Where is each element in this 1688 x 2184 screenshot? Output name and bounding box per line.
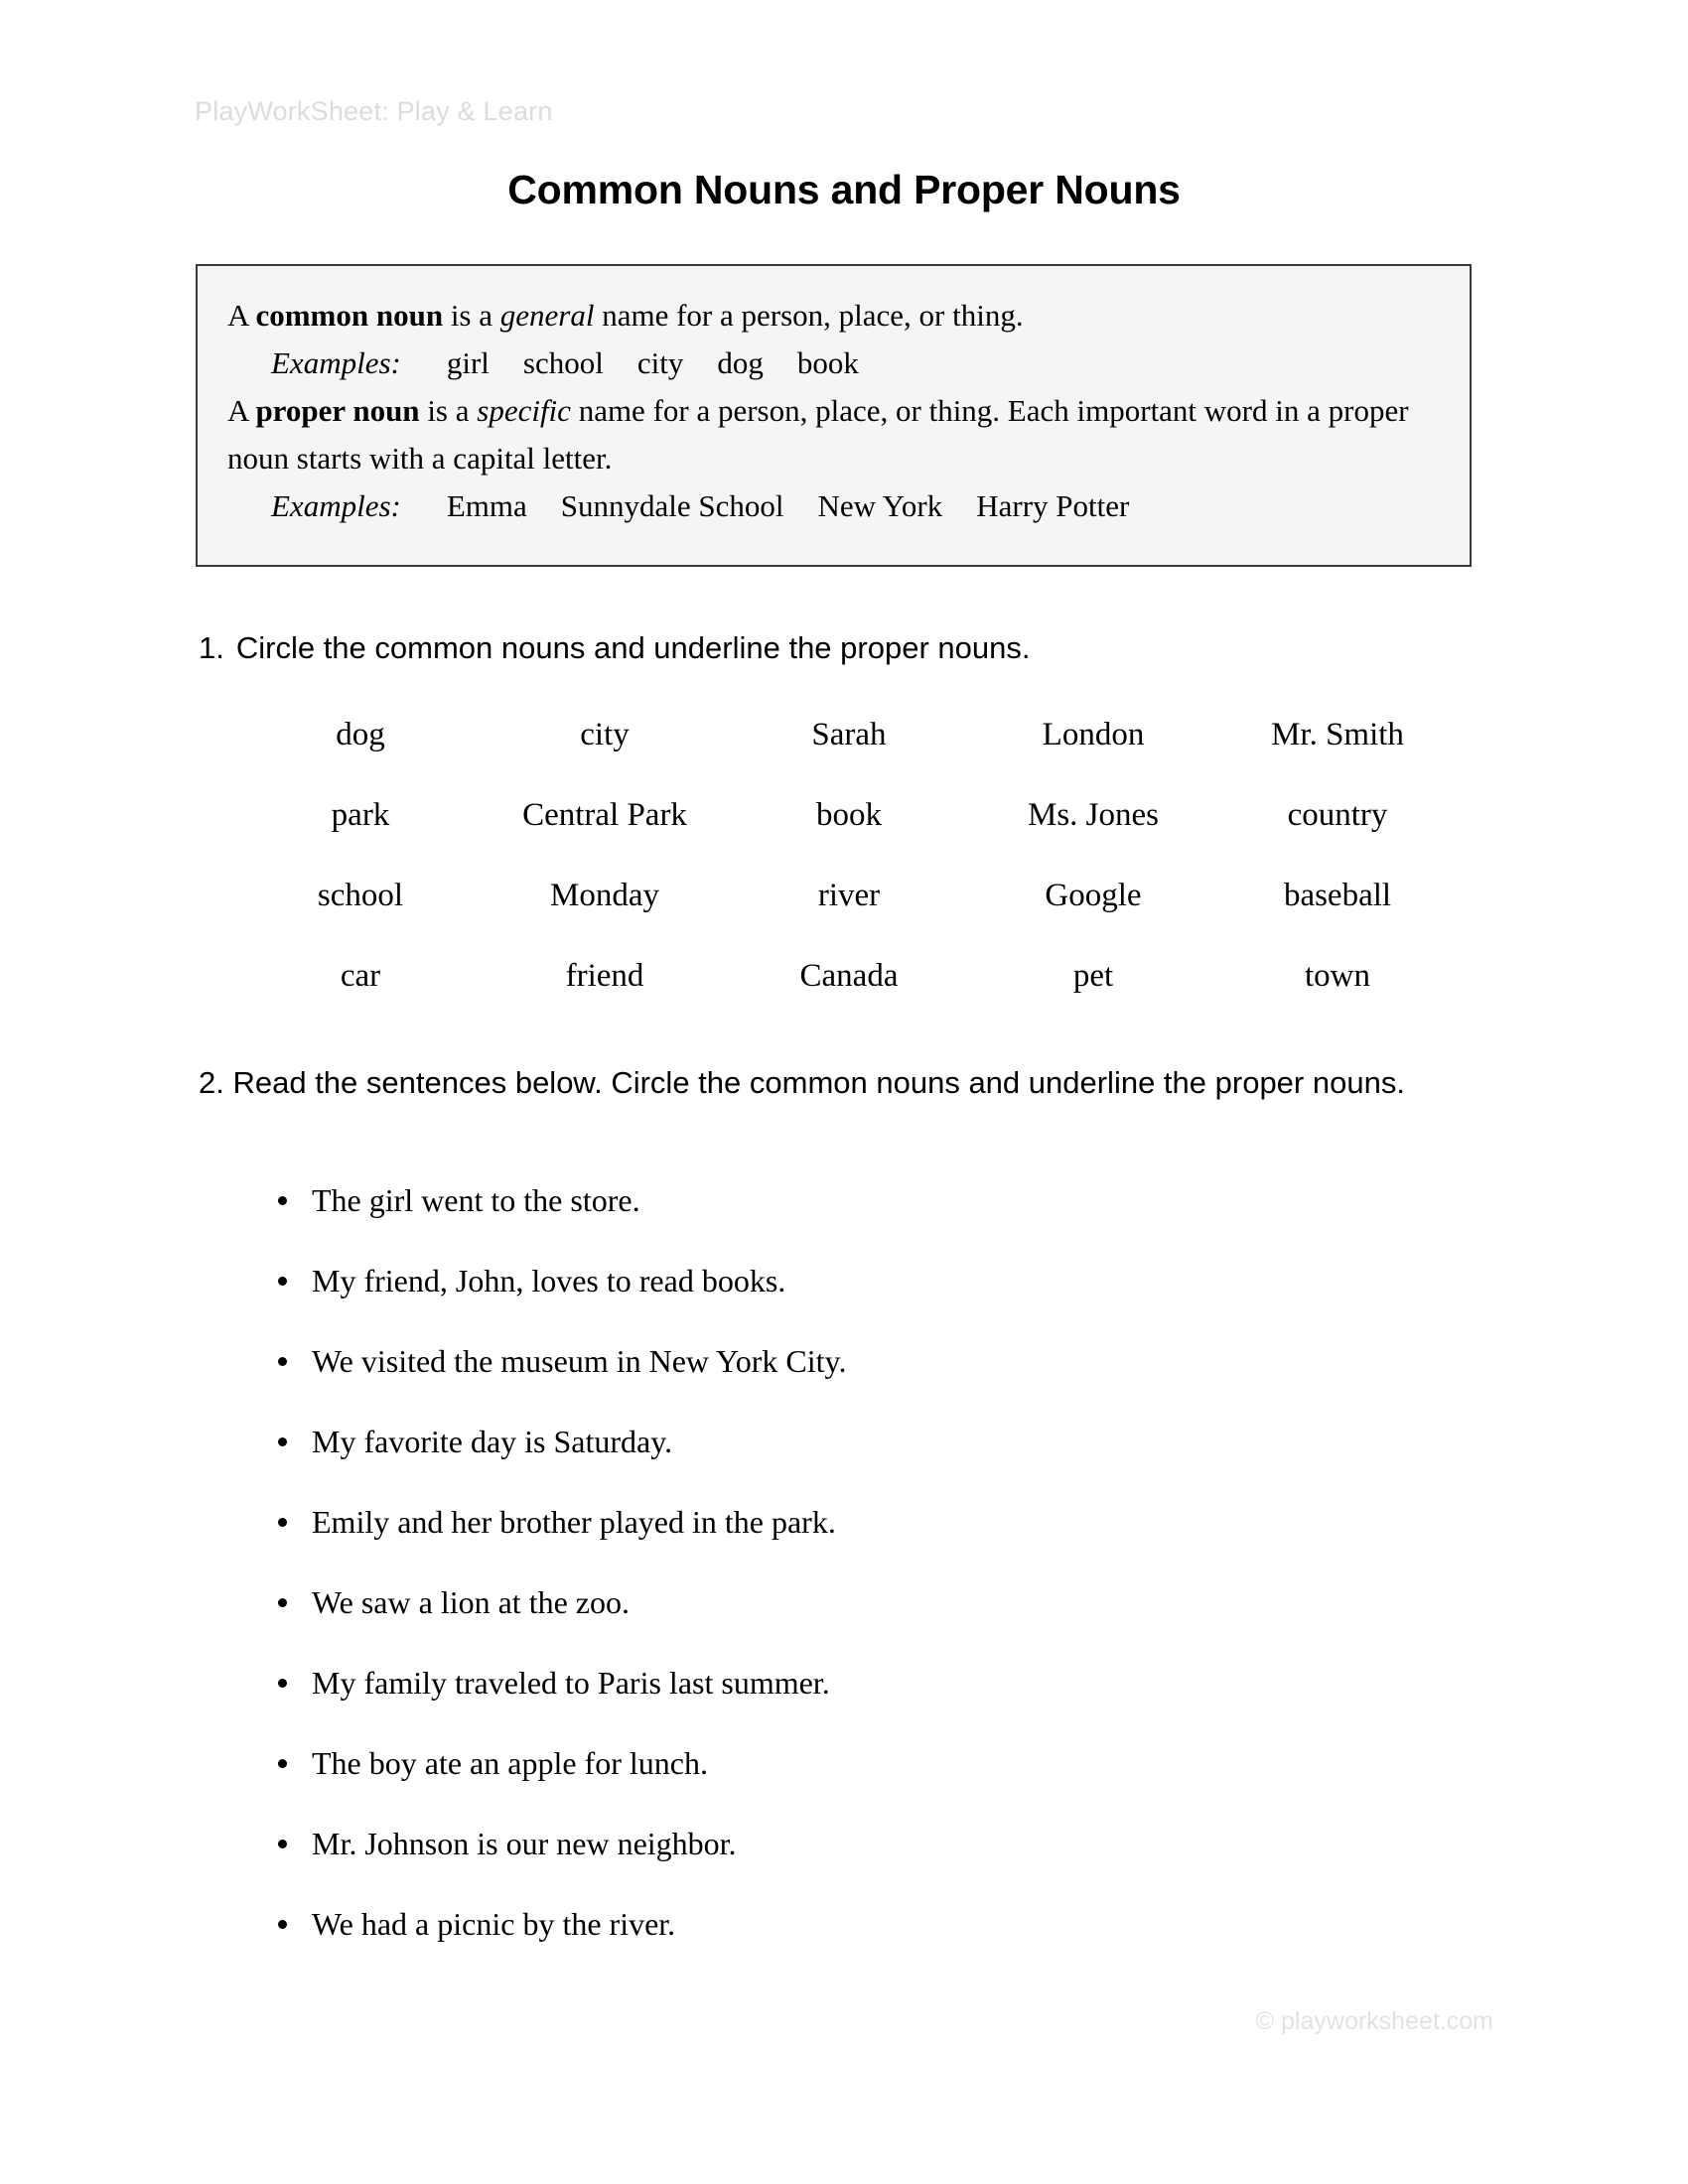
word-bank-item[interactable]: baseball <box>1283 878 1392 913</box>
bullet-icon <box>278 1759 287 1768</box>
exercise-2-sentence-list <box>274 1176 1416 1980</box>
exercise-1-number: 1. <box>199 630 224 665</box>
bullet-icon <box>278 1518 287 1527</box>
sentence-text: Emily and her brother played in the park. <box>312 1504 836 1540</box>
list-item[interactable] <box>274 1498 1416 1578</box>
exercise-1-instruction <box>199 630 1030 666</box>
word-bank-item[interactable]: town <box>1305 958 1370 994</box>
word-bank-item[interactable]: Google <box>1045 878 1142 913</box>
proper-def-mid-b: name for a person, place, or thing. Each important word in a proper noun starts with a capital letter. <box>227 393 1409 476</box>
word-bank-grid <box>238 695 1460 1017</box>
proper-def-emphasis: specific <box>477 393 571 428</box>
common-def-lead: A <box>227 298 256 333</box>
word-bank-item[interactable]: Monday <box>550 878 659 913</box>
word-bank-item[interactable]: park <box>331 797 390 833</box>
list-item[interactable] <box>274 1257 1416 1337</box>
sentence-text: My family traveled to Paris last summer. <box>312 1665 830 1701</box>
bullet-icon <box>278 1196 287 1205</box>
word-bank-row <box>238 775 1460 856</box>
word-bank-item[interactable]: school <box>317 878 404 913</box>
bullet-icon <box>278 1598 287 1607</box>
word-bank-item[interactable]: river <box>817 878 881 913</box>
site-brand-watermark: PlayWorkSheet: Play & Learn <box>195 96 553 126</box>
common-noun-examples-line <box>227 340 1440 387</box>
common-noun-definition <box>227 292 1440 340</box>
word-bank-item[interactable]: Central Park <box>522 797 687 833</box>
proper-noun-term: proper noun <box>255 393 420 428</box>
bullet-icon <box>278 1357 287 1366</box>
common-def-emphasis: general <box>499 298 595 333</box>
list-item[interactable] <box>274 1659 1416 1739</box>
proper-def-mid-a: is a <box>419 393 478 428</box>
word-bank-item[interactable]: book <box>816 797 882 833</box>
word-bank-item[interactable]: friend <box>565 958 644 994</box>
bullet-icon <box>278 1840 287 1848</box>
list-item[interactable] <box>274 1176 1416 1257</box>
word-bank-item[interactable]: Canada <box>799 958 899 994</box>
sentence-text: We had a picnic by the river. <box>312 1906 676 1942</box>
word-bank-item[interactable]: country <box>1287 797 1388 833</box>
word-bank-item[interactable]: car <box>340 958 381 994</box>
sentence-text: We visited the museum in New York City. <box>312 1343 847 1379</box>
proper-def-lead: A <box>227 393 256 428</box>
common-def-mid-b: name for a person, place, or thing. <box>594 298 1024 333</box>
bullet-icon <box>278 1920 287 1929</box>
sentence-text: My friend, John, loves to read books. <box>312 1263 786 1298</box>
word-bank-item[interactable]: Mr. Smith <box>1271 717 1404 752</box>
word-bank-item[interactable]: Ms. Jones <box>1027 797 1160 833</box>
sentence-text: The boy ate an apple for lunch. <box>312 1745 708 1781</box>
definition-box <box>196 264 1472 567</box>
exercise-1-instruction-text: Circle the common nouns and underline the proper nouns. <box>235 630 1031 665</box>
common-example-word: book <box>796 345 859 380</box>
sentence-text: We saw a lion at the zoo. <box>312 1584 630 1620</box>
word-bank-item[interactable]: London <box>1042 717 1145 752</box>
list-item[interactable] <box>274 1578 1416 1659</box>
word-bank-item[interactable]: pet <box>1072 958 1114 994</box>
word-bank-row <box>238 856 1460 936</box>
bullet-icon <box>278 1679 287 1688</box>
proper-example-word: New York <box>817 488 943 523</box>
proper-example-word: Harry Potter <box>976 488 1130 523</box>
common-example-word: school <box>522 345 604 380</box>
sentence-text: The girl went to the store. <box>312 1182 640 1218</box>
common-examples-list <box>401 345 859 380</box>
word-bank-item[interactable]: dog <box>336 717 385 752</box>
footer-copyright: © playworksheet.com <box>1255 2007 1493 2035</box>
common-noun-term: common noun <box>255 298 444 333</box>
list-item[interactable] <box>274 1418 1416 1498</box>
list-item[interactable] <box>274 1337 1416 1418</box>
bullet-icon <box>278 1277 287 1286</box>
word-bank-item[interactable]: Sarah <box>811 717 887 752</box>
proper-examples-label: Examples: <box>271 488 401 523</box>
sentence-text: My favorite day is Saturday. <box>312 1424 673 1459</box>
common-example-word: city <box>636 345 684 380</box>
proper-examples-list <box>401 488 1130 523</box>
common-examples-label: Examples: <box>271 345 401 380</box>
common-example-word: girl <box>446 345 490 380</box>
proper-example-word: Emma <box>446 488 527 523</box>
word-bank-item[interactable]: city <box>580 717 630 752</box>
exercise-2-instruction: 2. Read the sentences below. Circle the common nouns and underline the proper nouns. <box>199 1065 1405 1100</box>
bullet-icon <box>278 1437 287 1446</box>
word-bank-row <box>238 936 1460 1017</box>
proper-example-word: Sunnydale School <box>560 488 784 523</box>
list-item[interactable] <box>274 1900 1416 1980</box>
common-def-mid-a: is a <box>443 298 500 333</box>
common-example-word: dog <box>717 345 764 380</box>
list-item[interactable] <box>274 1739 1416 1820</box>
word-bank-row <box>238 695 1460 775</box>
proper-noun-definition <box>227 387 1440 482</box>
proper-noun-examples-line <box>227 482 1440 530</box>
list-item[interactable] <box>274 1820 1416 1900</box>
page-title: Common Nouns and Proper Nouns <box>507 167 1181 212</box>
sentence-text: Mr. Johnson is our new neighbor. <box>312 1826 737 1861</box>
